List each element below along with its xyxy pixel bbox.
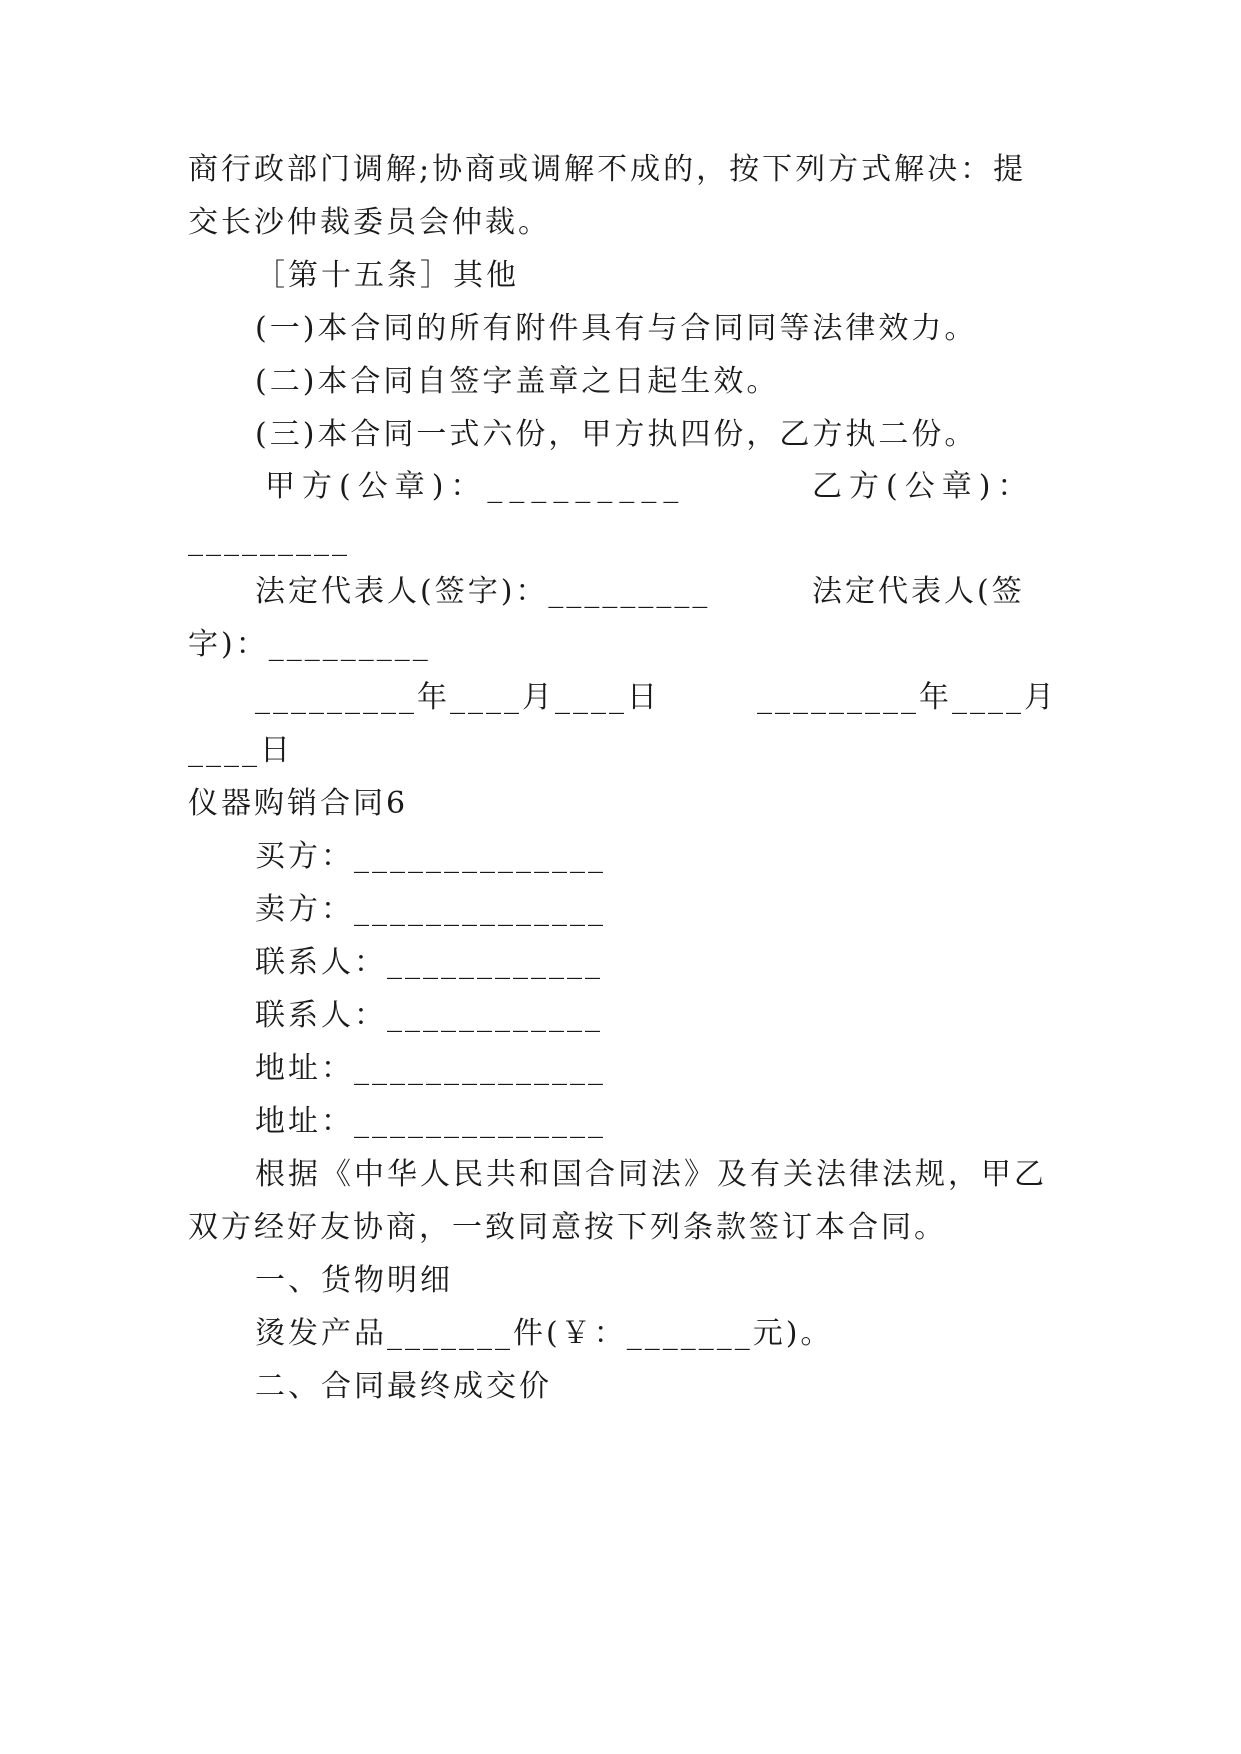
party-b-date: _________年____月 (757, 680, 1057, 715)
date-blank: ____日 (188, 733, 293, 768)
form-field-buyer: 买方：______________ (255, 839, 606, 874)
paragraph-line: 商行政部门调解;协商或调解不成的，按下列方式解决：提 (188, 152, 1027, 187)
section-heading: 二、合同最终成交价 (255, 1369, 552, 1404)
signature-blank: 字)：_________ (188, 627, 431, 662)
form-field-contact: 联系人：____________ (255, 998, 603, 1033)
signature-blank: _________ (188, 522, 350, 557)
party-a-seal: 甲方(公章)：_________ (265, 469, 686, 504)
article-heading: ［第十五条］其他 (255, 258, 519, 293)
clause-item: (三)本合同一式六份，甲方执四份，乙方执二份。 (255, 417, 978, 452)
party-a-representative: 法定代表人(签字)：_________ (255, 574, 711, 609)
clause-item: (一)本合同的所有附件具有与合同同等法律效力。 (255, 311, 978, 346)
clause-item: (二)本合同自签字盖章之日起生效。 (255, 364, 780, 399)
paragraph-line: 双方经好友协商，一致同意按下列条款签订本合同。 (188, 1210, 947, 1245)
goods-line: 烫发产品_______件(￥：_______元)。 (255, 1316, 834, 1351)
form-field-seller: 卖方：______________ (255, 892, 606, 927)
section-title: 仪器购销合同6 (188, 786, 409, 821)
section-heading: 一、货物明细 (255, 1263, 453, 1298)
party-a-date: _________年____月____日 (255, 680, 660, 715)
party-b-representative: 法定代表人(签 (812, 574, 1025, 609)
paragraph-line: 根据《中华人民共和国合同法》及有关法律法规，甲乙 (255, 1157, 1047, 1192)
form-field-contact: 联系人：____________ (255, 945, 603, 980)
form-field-address: 地址：______________ (255, 1051, 606, 1086)
form-field-address: 地址：______________ (255, 1104, 606, 1139)
paragraph-line: 交长沙仲裁委员会仲裁。 (188, 205, 551, 240)
party-b-seal: 乙方(公章)： (812, 469, 1035, 504)
